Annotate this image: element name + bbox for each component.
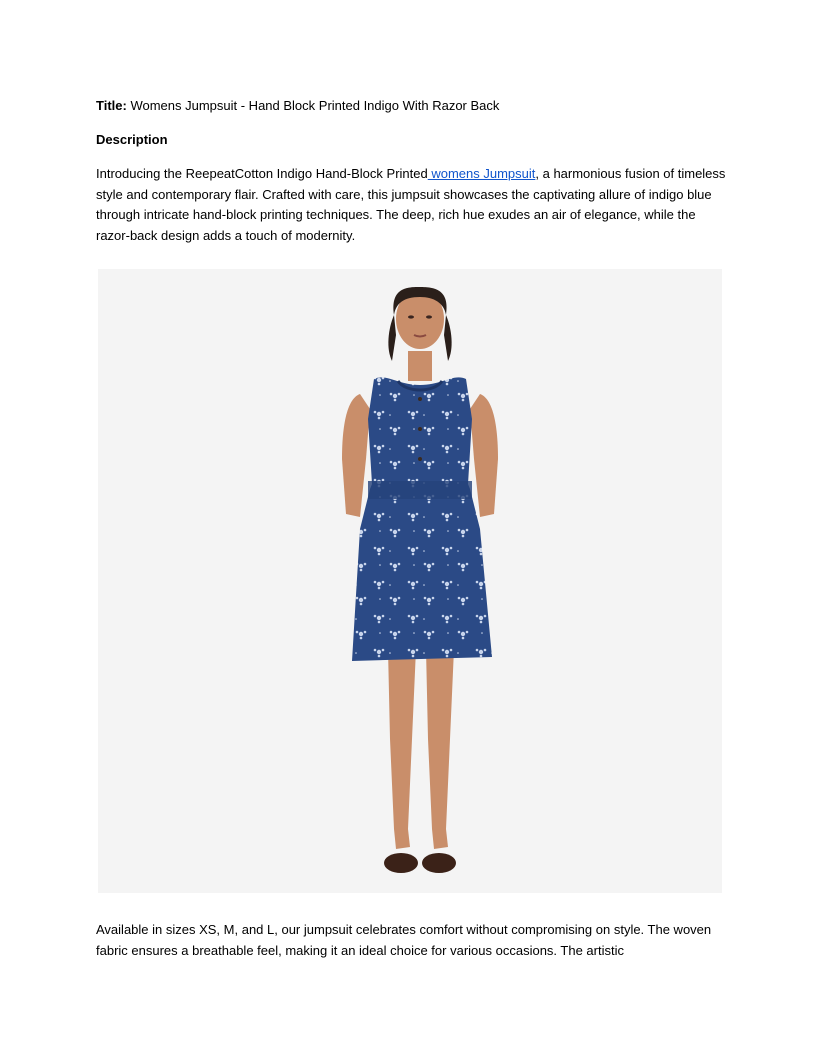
description-heading: Description xyxy=(96,132,168,147)
title-value: Womens Jumpsuit - Hand Block Printed Indigo With Razor Back xyxy=(126,98,500,113)
sizes-paragraph: Available in sizes XS, M, and L, our jumpsuit celebrates comfort without compromising on style. The woven fabric ensures a breathable feel, making it an ideal choice for various occasions. The artistic xyxy=(96,922,712,958)
product-photo-icon xyxy=(98,269,722,893)
intro-text-end: , a harmonious fusion of timeless style and contemporary flair. Crafted with care, this jumpsuit showcases the captivating allure of indigo blue through intricate hand-block printing techniques. The deep, rich hue exudes an air of elegance, while the razor-back design adds a touch of modernity. xyxy=(96,166,726,244)
product-photo xyxy=(98,269,722,893)
intro-text-start: Introducing the ReepeatCotton Indigo Hand-Block Printed xyxy=(96,166,428,181)
title-line xyxy=(96,97,499,115)
womens-jumpsuit-link[interactable]: womens Jumpsuit xyxy=(427,166,536,181)
intro-paragraph xyxy=(96,164,726,247)
title-label: Title: xyxy=(96,98,127,113)
